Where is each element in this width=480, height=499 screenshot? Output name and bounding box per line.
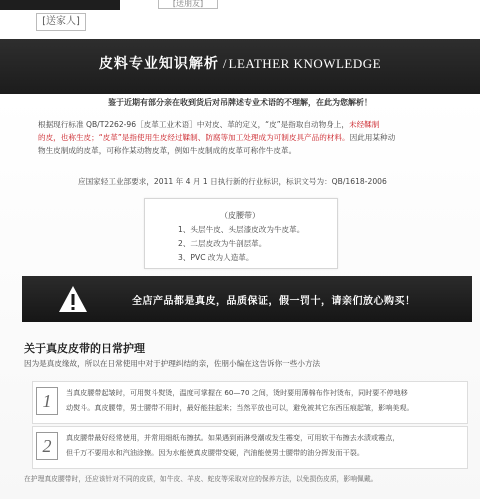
care-tip-line: 但千万不要用水和汽油涂擦。因为水能使真皮腰带变硬，汽油能使男士腰带的油分挥发而干裂。 <box>66 448 364 457</box>
gift-friend-label: [送朋友] <box>158 0 218 9</box>
belt-item: 1、头层牛皮、头层漆皮改为牛皮革。 <box>178 225 305 234</box>
para-line2: 因此用某种动 <box>349 133 396 142</box>
para-line1-red: 未经鞣制 <box>348 120 380 129</box>
care-subtitle: 因为是真皮缘故，所以在日常使用中对于护理纠结的亲，佐朋小编在这告诉你一些小方法 <box>24 359 321 368</box>
care-tip-line: 真皮腰带最好经常使用，并常用细纸布擦拭。如果遇到雨淋受潮或发生霉变，可用软干布擦去水渍或霉点， <box>66 433 400 442</box>
definition-paragraph <box>38 118 448 157</box>
warning-icon <box>58 285 88 313</box>
para-line3: 物生皮制成的皮革，可称作某动物皮革，例如牛皮制成的皮革可称作牛皮革。 <box>38 146 297 155</box>
para-line2-red: 的皮，也称生皮；“皮革”是指使用生皮经过鞣制、防腐等加工处理成为可制皮具产品的材料。 <box>38 133 350 142</box>
belt-item: 2、二层皮改为牛剖层革。 <box>178 239 267 248</box>
guarantee-text: 全店产品都是真皮，品质保证，假一罚十，请亲们放心购买！ <box>132 296 416 307</box>
banner-title-en: LEATHER KNOWLEDGE <box>228 56 382 71</box>
gift-family-label: [送家人] <box>36 13 86 31</box>
care-tip-line: 当真皮腰带起皱时，可用熨斗熨烫，温度可掌握在 60—70 之间，烫时要用薄棉布作衬烫布，同时要不停地移 <box>66 388 408 397</box>
product-thumbnail-strip <box>0 0 120 10</box>
belt-title: （皮腰带） <box>220 211 260 220</box>
intro-text: 鉴于近期有部分亲在收到货后对吊牌述专业术语的不理解，在此为您解析！ <box>108 98 372 107</box>
care-title: 关于真皮皮带的日常护理 <box>24 342 145 355</box>
para-line1: 根据现行标准 QB/T2262-96［皮革工业术语］中对皮、革的定义，“皮”是指取自动物身上， <box>38 120 349 129</box>
footer-note: 在护理真皮腰带时，还应该针对不同的皮质，如牛皮、羊皮、蛇皮等采取对应的保养方法，以免损伤皮质，影响佩戴。 <box>24 475 378 483</box>
care-tip-number: 1 <box>36 387 58 415</box>
belt-item: 3、PVC 改为人造革。 <box>178 253 254 262</box>
standard-line: 应国家轻工业部要求，2011 年 4 月 1 日执行新的行业标识，标识文号为：QB/1618-2006 <box>78 177 387 186</box>
banner-title-cn: 皮料专业知识解析 <box>98 56 219 72</box>
banner-title: 皮料专业知识解析 / LEATHER KNOWLEDGE <box>98 56 382 72</box>
care-tip-line: 动熨斗。真皮腰带，男士腰带不用时，最好能挂起来；当然平放也可以，避免被其它东西压痕起皱，影响美观。 <box>66 403 414 412</box>
care-tip-number: 2 <box>36 432 58 460</box>
